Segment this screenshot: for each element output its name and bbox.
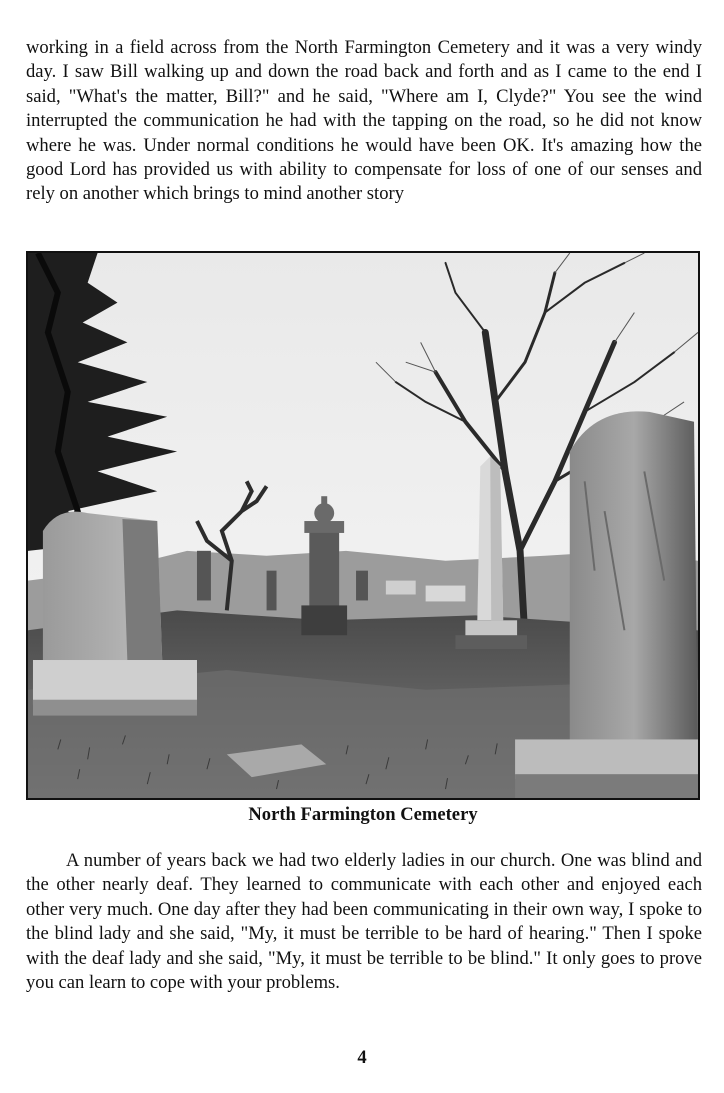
figure-caption: North Farmington Cemetery <box>248 804 478 825</box>
cemetery-photo <box>26 251 700 800</box>
page-number: 4 <box>357 1047 367 1068</box>
body-paragraph-top: working in a field across from the North Farmington Cemetery and it was a very windy day. I saw Bill walking up and down the road back and forth and as I came to the end I said, "What's the matter, Bill?" and he said, "Where am I, Clyde?" You see the wind interrupted the communication he had with the tapping on the road, so he did not know where he was. Under normal conditions he would have been OK. It's amazing how the good Lord has provided us with ability to compensate for loss of one of our senses and rely on another which brings to mind another story <box>26 37 702 205</box>
body-paragraph-bottom: A number of years back we had two elderly ladies in our church. One was blind and the other nearly deaf. They learned to communicate with each other and enjoyed each other very much. One day after they had been communicating in their own way, I spoke to the blind lady and she said, "My, it must be terrible to be hard of hearing." Then I spoke with the deaf lady and she said, "My, it must be terrible to be blind." It only goes to prove you can learn to cope with your problems. <box>26 850 702 994</box>
